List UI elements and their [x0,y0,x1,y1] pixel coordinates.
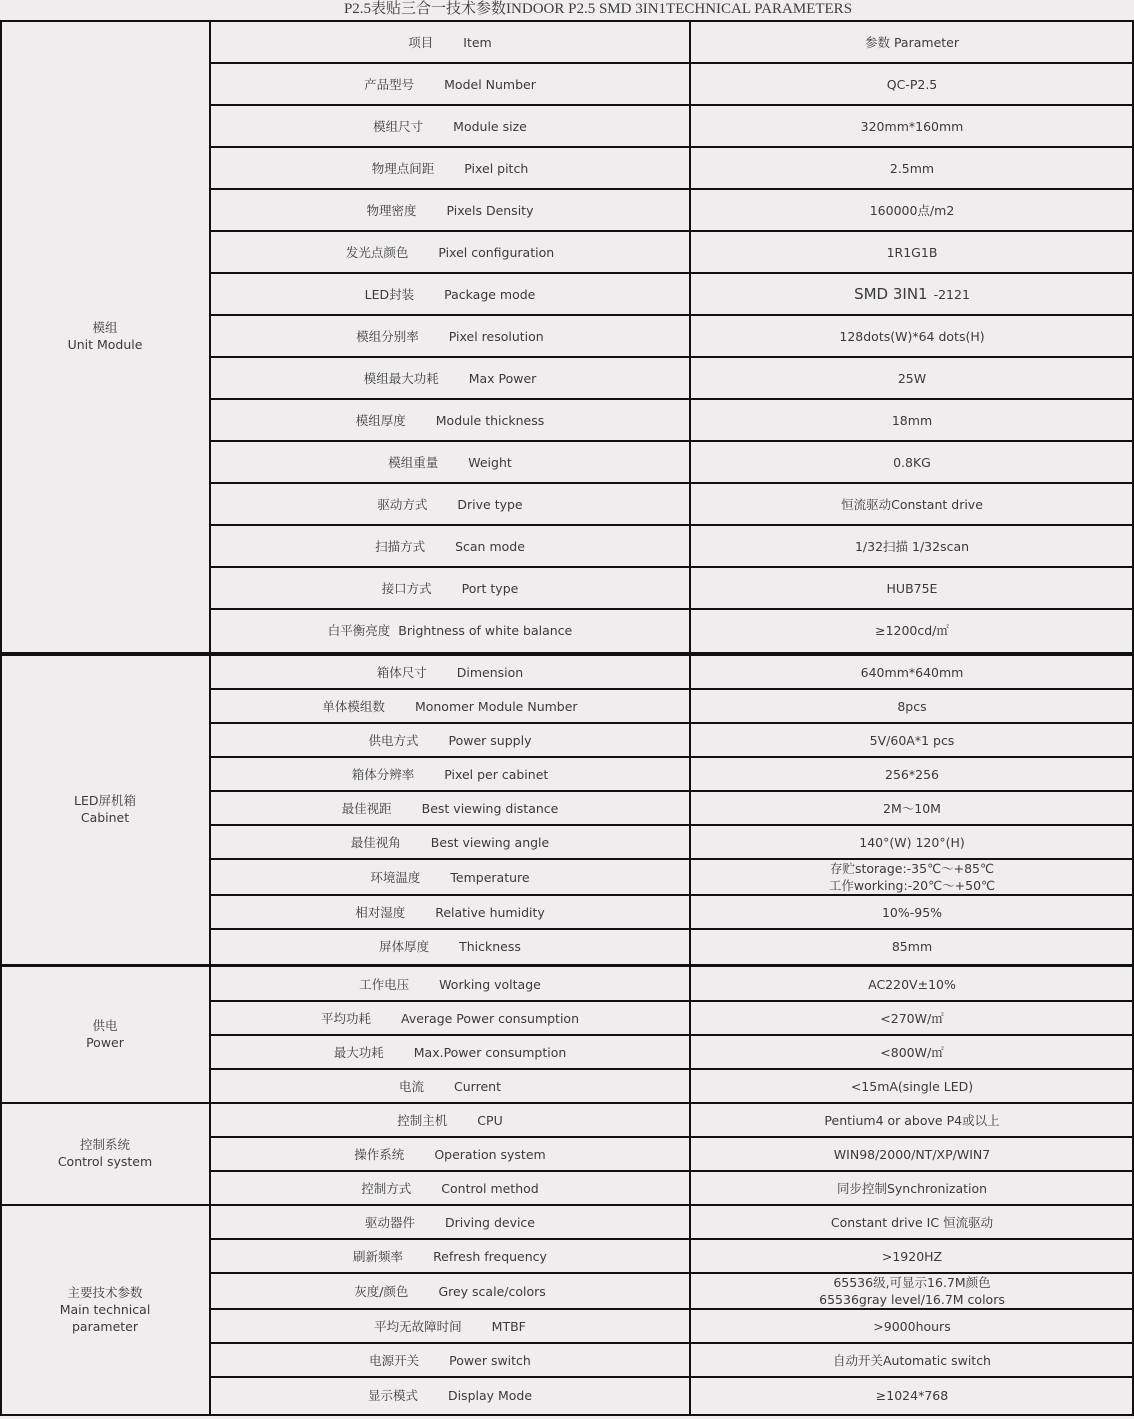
value-main: 自动开关Automatic switch [833,1352,991,1368]
value-text [885,766,939,783]
item-label-cn: 模组最大功耗 [363,371,439,386]
section-label-en: Power [86,1035,124,1050]
item-cell [211,1344,689,1376]
value-text [870,202,955,219]
item-label-en: Average Power consumption [401,1010,580,1026]
value-text [892,412,932,429]
value-text [873,1318,950,1335]
value-text [830,860,994,877]
item-label-en: Port type [461,580,519,596]
value-main: 2.5mm [889,160,935,176]
value-cell [691,148,1133,188]
item-label-cn: 驱动方式 [377,497,428,512]
item-label-cn: 模组重量 [388,455,439,470]
value-text [887,76,938,93]
item-cell [211,148,689,188]
item-cell [211,274,689,314]
item-cell [211,442,689,482]
section-label [2,654,208,964]
item-cell [211,896,689,928]
value-main: 128dots(W)*64 dots(H) [839,328,985,344]
item-label-cn: 最佳视角 [350,835,401,850]
item-label-en: Current [454,1078,501,1094]
section-label-cn: 模组 [92,320,118,335]
value-main: AC220V±10% [868,976,956,992]
value-text [887,244,938,261]
value-text [834,1146,990,1163]
item-cell [211,22,689,62]
row-divider [0,1414,1133,1416]
section-label-en: Control system [57,1154,153,1169]
value-cell [691,22,1133,62]
value-text [837,1180,987,1197]
value-cell [691,930,1133,962]
item-cell [211,400,689,440]
value-text [875,622,949,639]
item-label-en: Control method [441,1180,539,1196]
value-cell [691,792,1133,824]
value-text [880,1044,943,1061]
value-main: 140°(W) 120°(H) [859,834,965,850]
value-text [865,34,959,51]
item-label-cn: 屏体厚度 [379,939,430,954]
value-main: 160000点/m2 [869,202,955,218]
item-label-cn: 物理密度 [366,203,417,218]
item-label-en: Relative humidity [435,904,545,920]
value-cell [691,826,1133,858]
item-label-en: Best viewing angle [430,834,550,850]
item-cell [211,1002,689,1034]
item-label-en: Item [463,34,492,50]
value-cell [691,1274,1133,1308]
item-label-en: Module size [453,118,527,134]
section-label-cn: 供电 [92,1018,118,1033]
item-label-en: Dimension [456,664,524,680]
value-main: 25W [897,370,927,386]
value-cell [691,896,1133,928]
section-label-en: Cabinet [80,810,130,825]
section-label [2,1102,208,1204]
value-main: 恒流驱动Constant drive [841,496,983,512]
item-label-cn: 产品型号 [364,77,415,92]
item-label-cn: 显示模式 [367,1388,418,1403]
item-cell [211,568,689,608]
item-label-cn: 项目 [408,35,434,50]
value-main: 参数 Parameter [864,34,959,50]
value-cell [691,190,1133,230]
value-text [855,538,969,555]
item-label-en: Best viewing distance [421,800,559,816]
value-suffix: -2121 [933,286,970,302]
item-label-en: Pixels Density [446,202,534,218]
item-label-en: Pixel pitch [464,160,529,176]
value-main: 2M～10M [883,800,941,816]
item-label-en: Temperature [450,869,530,885]
item-label-cn: 发光点颜色 [345,245,409,260]
section-label-cn: 主要技术参数 [67,1284,143,1300]
item-cell [211,930,689,962]
value-main: <15mA(single LED) [850,1078,974,1094]
value-main: QC-P2.5 [886,76,938,92]
value-main: 存贮storage:-35℃～+85℃ [829,861,995,876]
value-cell [691,968,1133,1000]
item-label-cn: 操作系统 [354,1147,405,1162]
item-cell [211,610,689,650]
value-main: 0.8KG [893,454,931,470]
value-text [890,160,934,177]
item-cell [211,826,689,858]
item-cell [211,64,689,104]
item-cell [211,1070,689,1102]
value-main: <270W/㎡ [880,1010,944,1026]
value-cell [691,274,1133,314]
value-cell [691,316,1133,356]
item-label-cn: 工作电压 [359,977,410,992]
item-label-en: Brightness of white balance [398,622,573,638]
item-cell [211,190,689,230]
item-label-cn: 箱体尺寸 [376,665,427,680]
value-cell [691,232,1133,272]
value-cell [691,1310,1133,1342]
item-label-en: Max.Power consumption [413,1044,567,1060]
value-text [882,1248,942,1265]
page-title: P2.5表贴三合一技术参数INDOOR P2.5 SMD 3IN1TECHNICAL PARAMETERS [343,1,853,17]
item-label-en: Operation system [434,1146,546,1162]
item-label-en: Max Power [468,370,537,386]
value-cell [691,656,1133,688]
item-cell [211,1310,689,1342]
value-cell [691,526,1133,566]
item-label-cn: 电源开关 [369,1353,420,1368]
item-label-cn: 平均无故障时间 [374,1319,462,1334]
value-text [870,732,955,749]
value-text [876,1387,948,1404]
item-label-cn: LED封装 [364,287,415,302]
item-cell [211,968,689,1000]
value-cell [691,358,1133,398]
item-cell [211,792,689,824]
value-cell [691,610,1133,650]
item-cell [211,358,689,398]
item-label-en: Module thickness [435,412,545,428]
value-text-line2: 工作working:-20℃～+50℃ [828,878,996,893]
section-label-cn: LED屏机箱 [74,793,136,808]
item-label-en: Refresh frequency [433,1248,547,1264]
item-cell [211,1240,689,1272]
item-label-cn: 模组厚度 [355,413,406,428]
value-cell [691,1172,1133,1204]
item-cell [211,1138,689,1170]
section-label [2,1204,208,1414]
value-cell [691,106,1133,146]
value-main: Constant drive IC 恒流驱动 [830,1214,994,1230]
item-label-en: Weight [468,454,512,470]
item-label-en: CPU [477,1112,503,1128]
value-main: 18mm [891,412,933,428]
value-text [833,1274,990,1291]
item-cell [211,860,689,894]
value-main: 同步控制Synchronization [836,1180,988,1196]
value-cell [691,1240,1133,1272]
item-label-en: Thickness [459,938,521,954]
item-label-en: Working voltage [439,976,541,992]
value-cell [691,1378,1133,1412]
item-cell [211,724,689,756]
value-main: 1/32扫描 1/32scan [854,538,970,554]
value-text [883,800,941,817]
item-label-en: Power switch [449,1352,531,1368]
value-cell [691,1138,1133,1170]
section-label-en: Unit Module [67,337,143,352]
item-label-en: MTBF [491,1318,526,1334]
item-label-cn: 扫描方式 [375,539,426,554]
value-main: HUB75E [886,580,938,596]
item-label-en: Pixel per cabinet [444,766,549,782]
item-cell [211,656,689,688]
value-text [851,1078,973,1095]
item-cell [211,484,689,524]
value-text [859,834,964,851]
item-label-en: Driving device [445,1214,535,1230]
value-cell [691,484,1133,524]
value-text [893,454,931,471]
item-label-cn: 驱动器件 [364,1215,415,1230]
item-label-en: Package mode [444,286,536,302]
value-cell [691,64,1133,104]
item-cell [211,1172,689,1204]
value-main: ≥1200cd/㎡ [875,622,949,638]
item-label-cn: 接口方式 [381,581,432,596]
value-cell [691,568,1133,608]
item-label-cn: 刷新频率 [353,1249,404,1264]
value-text-line2: 65536gray level/16.7M colors [819,1292,1005,1307]
value-cell [691,1070,1133,1102]
value-main: 8pcs [897,698,927,714]
value-text [898,370,926,387]
item-cell [211,690,689,722]
item-label-cn: 白平衡亮度 [327,623,391,638]
item-label-en: Drive type [457,496,523,512]
value-cell [691,690,1133,722]
value-main: WIN98/2000/NT/XP/WIN7 [833,1146,991,1162]
item-label-cn: 控制方式 [361,1181,412,1196]
section-label [2,20,208,652]
value-main: 256*256 [885,766,939,782]
item-label-en: Grey scale/colors [438,1283,546,1299]
value-text [887,580,938,597]
item-cell [211,1104,689,1136]
value-cell [691,1036,1133,1068]
item-label-cn: 单体模组数 [322,699,385,714]
item-label-cn: 模组分别率 [356,329,419,344]
value-main: 320mm*160mm [860,118,964,134]
value-text [841,496,983,513]
value-cell [691,400,1133,440]
item-label-cn: 物理点间距 [371,161,435,176]
item-cell [211,106,689,146]
item-label-cn: 电流 [399,1079,425,1094]
item-label-cn: 最大功耗 [333,1045,384,1060]
item-label-en: Display Mode [447,1387,533,1403]
item-cell [211,316,689,356]
value-text [831,1214,993,1231]
item-cell [211,1378,689,1412]
value-text [861,664,964,681]
value-main: <800W/㎡ [880,1044,944,1060]
item-label-cn: 灰度/颜色 [354,1284,409,1299]
value-main: Pentium4 or above P4或以上 [824,1112,1000,1128]
value-main: >9000hours [873,1318,951,1334]
value-main: 10%-95% [881,904,943,920]
value-main: 85mm [891,938,933,954]
value-text [861,118,964,135]
value-main: 640mm*640mm [860,664,964,680]
value-main: ≥1024*768 [875,1387,949,1403]
value-text [833,1352,991,1369]
value-cell [691,442,1133,482]
item-label-en: Pixel resolution [448,328,544,344]
item-cell [211,1274,689,1308]
value-cell [691,1104,1133,1136]
item-label-en: Model Number [444,76,536,92]
item-cell [211,232,689,272]
section-label [2,966,208,1102]
item-label-cn: 模组尺寸 [373,119,424,134]
section-label-en: Main technical [59,1301,151,1317]
item-cell [211,1206,689,1238]
value-text [880,1010,943,1027]
item-cell [211,526,689,566]
item-label-cn: 箱体分辨率 [351,767,415,782]
value-main: 5V/60A*1 pcs [869,732,955,748]
value-text [868,976,956,993]
item-label-cn: 环境温度 [370,870,421,885]
item-label-en: Monomer Module Number [414,698,578,714]
item-cell [211,1036,689,1068]
value-text [897,698,926,715]
value-text [882,904,942,921]
value-main: 1R1G1B [886,244,938,260]
value-cell [691,1002,1133,1034]
value-cell [691,1344,1133,1376]
value-cell [691,724,1133,756]
item-label-cn: 最佳视距 [341,801,392,816]
value-text [824,1112,999,1129]
value-main: SMD 3IN1 [854,284,928,303]
item-label-cn: 供电方式 [368,733,419,748]
item-label-cn: 控制主机 [397,1113,448,1128]
item-label-en: Pixel configuration [438,244,555,260]
value-cell [691,860,1133,894]
value-text [839,328,984,345]
item-label-cn: 平均功耗 [320,1011,371,1026]
item-label-en: Power supply [448,732,532,748]
item-cell [211,758,689,790]
item-label-cn: 相对湿度 [355,905,406,920]
value-main: >1920HZ [881,1248,943,1264]
value-text [854,286,970,303]
section-label-en-line2: parameter [72,1318,138,1334]
section-label-cn: 控制系统 [79,1137,130,1152]
value-cell [691,1206,1133,1238]
item-label-en: Scan mode [455,538,525,554]
value-cell [691,758,1133,790]
value-main: 65536级,可显示16.7M颜色 [833,1275,991,1290]
value-text [892,938,932,955]
